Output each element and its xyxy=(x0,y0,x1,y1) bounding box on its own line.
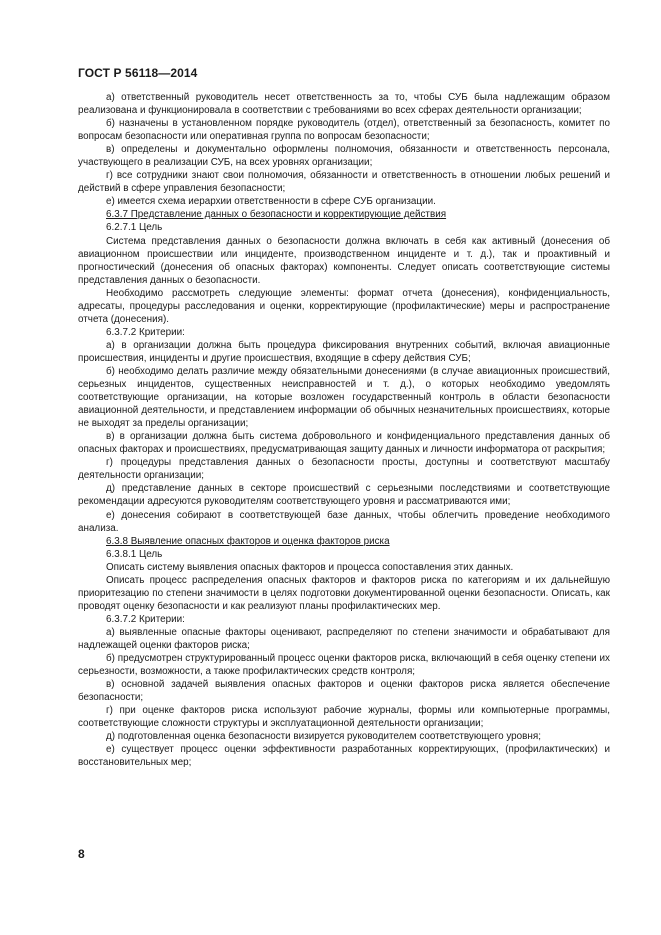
paragraph: в) в организации должна быть система добровольного и конфиденциального представления данных об опасных факторах и происшествиях, предусматривающая защиту данных и личности информатора от раскрытия; xyxy=(78,431,610,456)
paragraph: Описать процесс распределения опасных факторов и факторов риска по категориям и их дальнейшую приоритезацию по степени значимости в целях подготовки документированной оценки безопасности. Описать, как проводят оценку безопасности и как реализуют планы профилактических мер. xyxy=(78,574,610,612)
paragraph: б) предусмотрен структурированный процесс оценки факторов риска, включающий в себя оценку степени их серьезности, возможности, а также профилактических средств контроля; xyxy=(78,653,610,678)
paragraph: в) определены и документально оформлены полномочия, обязанности и ответственность персонала, участвующего в реализации СУБ, на всех уровнях организации; xyxy=(78,144,610,169)
paragraph: в) основной задачей выявления опасных факторов и оценки факторов риска является обеспечение безопасности; xyxy=(78,679,610,704)
document-body xyxy=(78,91,610,769)
page-number: 8 xyxy=(78,847,85,861)
paragraph: г) при оценке факторов риска используют рабочие журналы, формы или компьютерные программы, соответствующие сложности структуры и эксплуатационной деятельности организации; xyxy=(78,705,610,730)
paragraph: б) необходимо делать различие между обязательными донесениями (в случае авиационных происшествий, серьезных инцидентов, существенных неисправностей и т. д.), о которых необходимо уведомлять соответствующие организации, на которые возложен государственный контроль в области безопасности авиационной деятельности, и представлением информации об обычных незначительных происшествиях, которые не выходят за пределы организации; xyxy=(78,365,610,430)
paragraph: Необходимо рассмотреть следующие элементы: формат отчета (донесения), конфиденциальность, адресаты, процедуры расследования и оценки, корректирующие (профилактические) меры и распространение отчета (донесения). xyxy=(78,287,610,325)
document-header: ГОСТ Р 56118—2014 xyxy=(78,66,198,80)
paragraph: д) подготовленная оценка безопасности визируется руководителем соответствующего уровня; xyxy=(106,731,541,743)
subsection-label: 6.3.7.2 Критерии: xyxy=(106,326,185,338)
section-heading-text: 6.3.8 Выявление опасных факторов и оценка факторов риска xyxy=(106,535,390,547)
section-heading-text: 6.3.7 Представление данных о безопасности и корректирующие действия xyxy=(106,209,447,221)
paragraph: д) представление данных в секторе происшествий с серьезными последствиями и соответствующие рекомендации адресуются руководителям соответствующего уровня и рассматриваются ими; xyxy=(78,483,610,508)
paragraph: б) назначены в установленном порядке руководитель (отдел), ответственный за безопасность, комитет по вопросам безопасности или оперативная группа по вопросам безопасности; xyxy=(78,118,610,143)
paragraph: а) ответственный руководитель несет ответственность за то, чтобы СУБ была надлежащим образом реализована и функционировала в соответствии с требованиями во всех сферах деятельности организации; xyxy=(78,92,610,117)
subsection-label: 6.3.7.2 Критерии: xyxy=(106,613,185,625)
paragraph: Описать систему выявления опасных факторов и процесса сопоставления этих данных. xyxy=(106,561,514,573)
paragraph: а) выявленные опасные факторы оценивают, распределяют по степени значимости и обрабатывают для надлежащей оценки факторов риска; xyxy=(78,626,610,651)
subsection-label: 6.2.7.1 Цель xyxy=(106,222,163,234)
paragraph: е) имеется схема иерархии ответственности в сфере СУБ организации. xyxy=(106,196,436,208)
paragraph: г) все сотрудники знают свои полномочия, обязанности и ответственность в отношении любых решений и действий в сфере управления безопасности; xyxy=(78,170,610,195)
paragraph: Система представления данных о безопасности должна включать в себя как активный (донесения об авиационном происшествии или инциденте, производственном инциденте и т. д.), так и проактивный и прогностический (донесения об опасных факторах) компоненты. Следует описать соответствующие системы представления данных о безопасности. xyxy=(78,235,610,286)
paragraph: е) существует процесс оценки эффективности разработанных корректирующих, (профилактических) и восстановительных мер; xyxy=(78,744,610,769)
section-heading-6-3-8 xyxy=(78,535,610,548)
paragraph: е) донесения собирают в соответствующей базе данных, чтобы облегчить проведение необходимого анализа. xyxy=(78,509,610,534)
paragraph: а) в организации должна быть процедура фиксирования внутренних событий, включая авиационные происшествия, инциденты и другие происшествия, входящие в сферу действия СУБ; xyxy=(78,339,610,364)
subsection-label: 6.3.8.1 Цель xyxy=(106,548,163,560)
section-heading-6-3-7 xyxy=(78,208,610,221)
paragraph: г) процедуры представления данных о безопасности просты, доступны и соответствуют масштабу деятельности организации; xyxy=(78,457,610,482)
